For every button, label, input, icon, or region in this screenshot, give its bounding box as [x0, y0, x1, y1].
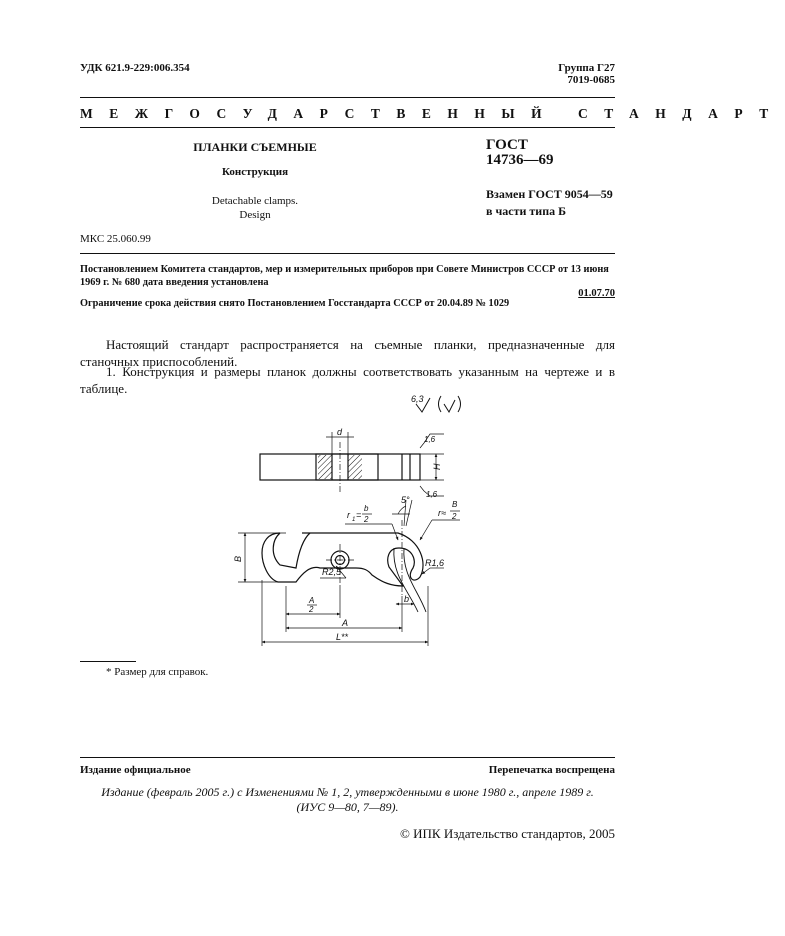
english-title: Detachable clamps.	[211, 195, 299, 207]
edition-history-ius: (ИУС 9—80, 7—89).	[296, 800, 399, 814]
dim-roughness-top: 1,6	[424, 435, 436, 444]
dim-r16: R1,6	[425, 558, 445, 568]
footer-rule	[80, 757, 615, 758]
limit-removed-note: Ограничение срока действия снято Постановлением Госстандарта СССР от 20.04.89 № 1029	[80, 298, 510, 309]
replaces-standard: Взамен ГОСТ 9054—59	[486, 187, 613, 201]
document-subtitle: Конструкция	[221, 166, 289, 178]
footnote: * Размер для справок.	[106, 666, 209, 678]
scope-paragraph: Настоящий стандарт распространяется на съемные планки, предназначенные для станочных приспособлений.	[80, 337, 615, 369]
gost-number: 14736—69	[486, 152, 554, 168]
dim-r-denominator: 2	[452, 512, 457, 521]
dim-angle: 5°	[401, 495, 410, 505]
dim-d: d	[337, 427, 343, 437]
dim-h: H	[432, 463, 442, 470]
mks-code: МКС 25.060.99	[80, 233, 151, 245]
dim-r-symbol: r≈	[438, 508, 446, 518]
dim-a-half-numerator: A	[309, 596, 315, 605]
english-subtitle: Design	[239, 209, 271, 221]
group-code: Группа Г27	[558, 62, 615, 74]
dim-r25: R2,5	[322, 567, 342, 577]
standard-banner: МЕЖГОСУДАРСТВЕННЫЙ СТАНДАРТ	[80, 106, 785, 121]
dim-l: L**	[336, 632, 349, 642]
document-title: ПЛАНКИ СЪЕМНЫЕ	[193, 140, 317, 154]
dim-r-numerator: B	[452, 500, 458, 509]
dim-a: A	[342, 618, 349, 628]
dim-b: b	[404, 594, 410, 604]
edition-history: Издание (февраль 2005 г.) с Изменениями № 1, 2, утвержденными в июне 1980 г., апреле 1989 г.	[101, 785, 594, 799]
replaces-scope: в части типа Б	[486, 204, 567, 218]
dim-r1-symbol: r	[347, 510, 350, 520]
dim-a-half-denominator: 2	[309, 605, 314, 614]
dim-r1-subscript: 1	[352, 517, 356, 523]
dim-r1-equals: =	[356, 510, 362, 520]
reprint-prohibited: Перепечатка воспрещена	[488, 764, 615, 776]
side-view	[260, 432, 444, 496]
dim-r1-numerator: b	[364, 504, 369, 513]
gost-label: ГОСТ	[486, 137, 528, 153]
official-edition: Издание официальное	[80, 764, 191, 776]
dim-big-b: B	[233, 555, 243, 562]
design-paragraph: 1. Конструкция и размеры планок должны соответствовать указанным на чертеже и в таблице.	[80, 364, 615, 396]
classifier-code: 7019-0685	[567, 74, 615, 86]
dim-r1-denominator: 2	[364, 515, 369, 524]
footnote-rule	[80, 661, 136, 662]
decree-line-1: Постановлением Комитета стандартов, мер и измерительных приборов при Совете Министров СССР от 13 июня	[80, 264, 609, 275]
copyright: © ИПК Издательство стандартов, 2005	[400, 826, 615, 841]
dim-roughness-bottom: 1,6	[426, 490, 438, 499]
udk-code: УДК 621.9-229:006.354	[80, 62, 190, 74]
decree-line-2: 1969 г. № 680 дата введения установлена	[80, 277, 269, 288]
roughness-value: 6,3	[411, 394, 424, 404]
plan-view	[238, 500, 460, 646]
effective-date: 01.07.70	[578, 288, 615, 299]
